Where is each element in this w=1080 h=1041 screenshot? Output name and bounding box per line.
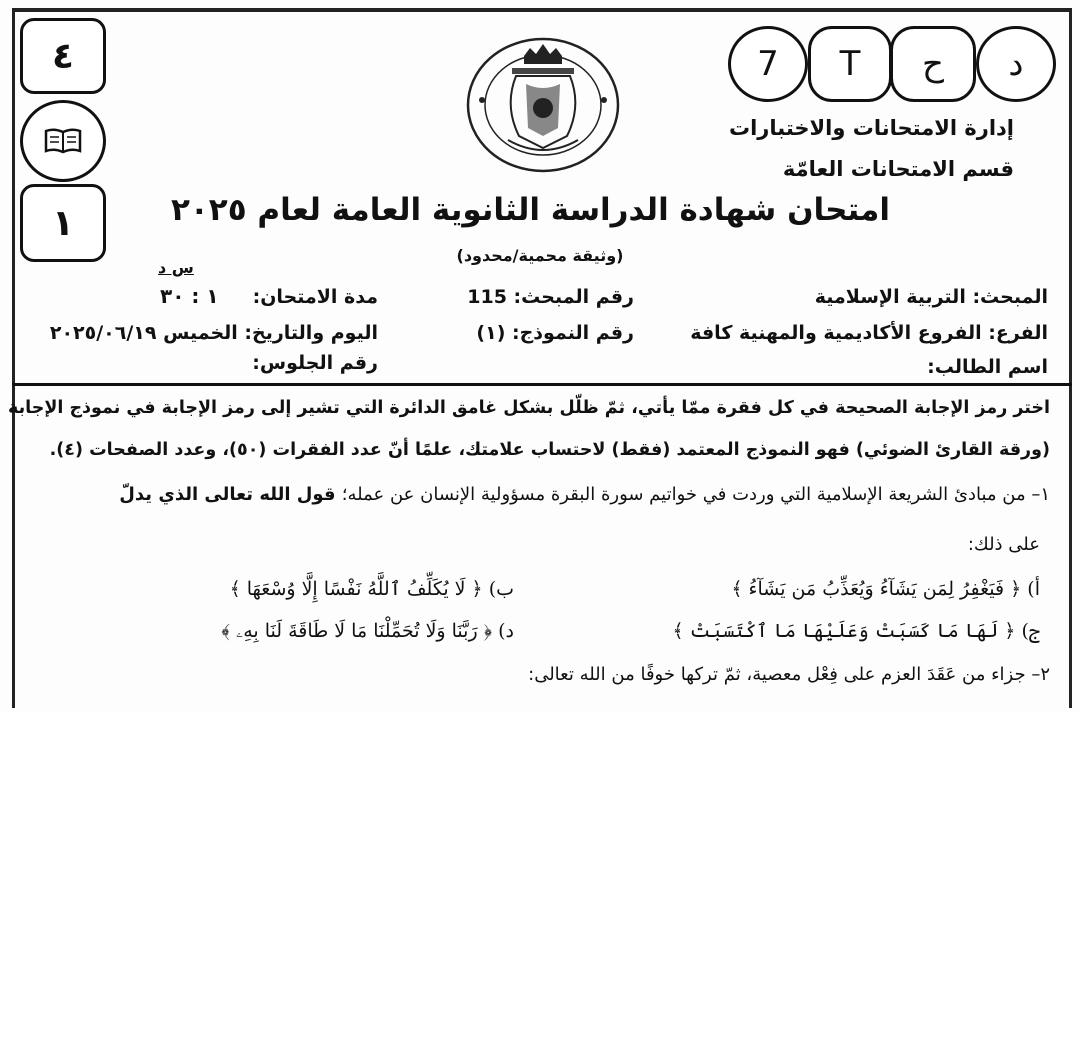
duration-label: مدة الامتحان:: [252, 286, 378, 308]
code-badge-dal: د: [976, 26, 1056, 102]
model-number-box: [20, 184, 106, 262]
subject-code: رقم المبحث: 115: [467, 286, 634, 308]
code-badge-7: 7: [728, 26, 808, 102]
book-badge: [20, 100, 106, 182]
q1-stem-a: ١– من مبادئ الشريعة الإسلامية التي وردت في خواتيم سورة البقرة مسؤولية الإنسان عن عمله؛: [341, 484, 1050, 505]
duration-value: ١ : ٣٠: [160, 284, 219, 308]
instructions-line-1: اختر رمز الإجابة الصحيحة في كل فقرة ممّا يأتي، ثمّ ظلّل بشكل غامق الدائرة التي تشير إلى رمز الإجابة في نموذج الإجابة: [7, 398, 1050, 418]
student-name-field: اسم الطالب:: [927, 356, 1048, 378]
section-name: قسم الامتحانات العامّة: [782, 157, 1014, 181]
instructions-line-2: (ورقة القارئ الضوئي) فهو النموذج المعتمد (فقط) لاحتساب علامتك، علمًا أنّ عدد الفقرات (٥٠)، وعدد الصفحات (٤).: [49, 440, 1050, 460]
q2-stem: ٢– جزاء من عَقَدَ العزم على فِعْل معصية، ثمّ تركها خوفًا من الله تعالى:: [528, 664, 1050, 685]
header-divider: [12, 383, 1072, 386]
q1-option-a: أ) ﴿ فَيَغْفِرُ لِمَن يَشَآءُ وَيُعَذِّبُ مَن يَشَآءُ ﴾: [731, 578, 1040, 600]
classification-note: (وثيقة محمية/محدود): [456, 246, 624, 265]
branch: الفرع: الفروع الأكاديمية والمهنية كافة: [690, 322, 1048, 344]
subject: المبحث: التربية الإسلامية: [814, 286, 1048, 308]
q1-stem-c: على ذلك:: [967, 534, 1040, 555]
page-count: ٤: [52, 35, 74, 77]
page-count-box: [20, 18, 106, 94]
model-number: ١: [52, 202, 74, 244]
q1-stem-b: قول الله تعالى الذي يدلّ: [119, 484, 342, 505]
open-book-icon: [44, 128, 82, 154]
department-name: إدارة الامتحانات والاختبارات: [728, 116, 1014, 140]
exam-title: امتحان شهادة الدراسة الثانوية العامة لعام ٢٠٢٥: [170, 192, 890, 228]
q1-option-d: د) ﴿ رَبَّنَا وَلَا تُحَمِّلْنَا مَا لَا طَاقَةَ لَنَا بِهِۦ ﴾: [221, 620, 514, 642]
code-badge-ha: ح: [890, 26, 976, 102]
q1-option-b: ب) ﴿ لَا يُكَلِّفُ ٱللَّهُ نَفْسًا إِلَّا وُسْعَهَا ﴾: [229, 578, 514, 600]
code-badge-T: T: [808, 26, 892, 102]
model-no: رقم النموذج: (١): [476, 322, 634, 344]
exam-date: اليوم والتاريخ: الخميس ٢٠٢٥/٠٦/١٩: [49, 322, 378, 344]
seat-number-field: رقم الجلوس:: [252, 352, 378, 374]
duration-units: س د: [158, 258, 194, 277]
ministry-emblem-icon: [464, 36, 622, 174]
q1-stem: [119, 484, 1050, 505]
q1-option-c: ج) ﴿ لَهَا مَا كَسَبَتْ وَعَلَيْهَا مَا ٱكْتَسَبَتْ ﴾: [672, 620, 1040, 642]
